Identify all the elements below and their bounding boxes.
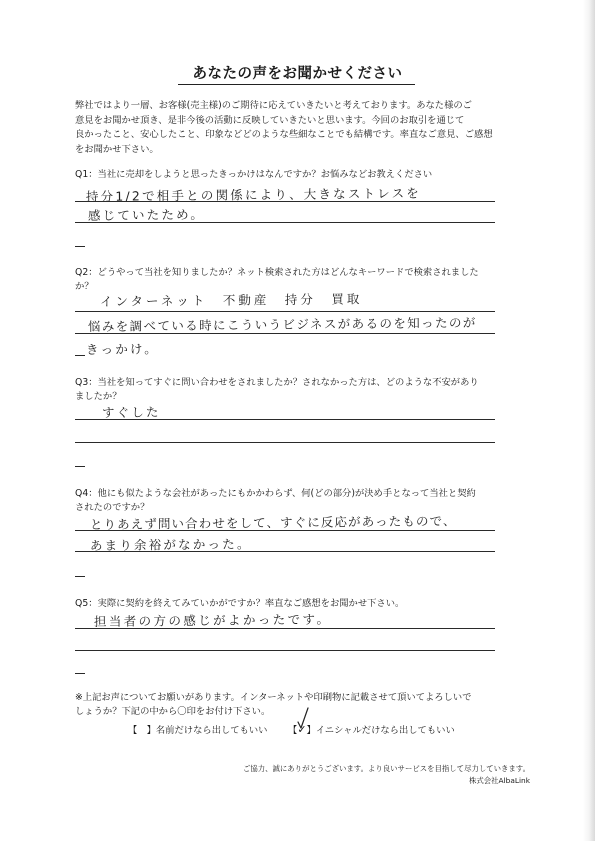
note-line: ※上記お声についてお願いがあります。インターネットや印刷物に記載させて頂いてよろしいで xyxy=(75,692,472,703)
answer-rule xyxy=(75,442,495,443)
answer-dash xyxy=(75,576,85,577)
answer-1-line-1: 持分1/2で相手との関係により、大きなストレスを xyxy=(85,185,422,205)
answer-rule xyxy=(75,551,495,552)
answer-rule xyxy=(75,222,495,223)
footer-thanks: ご協力、誠にありがとうございます。より良いサービスを目指して尽力していきます。 xyxy=(242,764,530,773)
note-line: しょうか？下記の中から〇印をお付け下さい。 xyxy=(75,706,271,717)
answer-rule xyxy=(75,650,495,651)
question-3 xyxy=(75,376,530,403)
answer-4-line-2: あまり余裕がなかった。 xyxy=(89,536,252,554)
footer-company: 株式会社AlbaLink xyxy=(468,776,530,785)
option-name-only[interactable] xyxy=(128,722,267,736)
title-underline xyxy=(178,84,415,85)
question-4-text: されたのですか？ xyxy=(75,501,150,513)
question-3-text: Q3：当社を知ってすぐに問い合わせをされましたか？されなかった方は、どのような不安があり xyxy=(75,377,479,388)
answer-2-line-3: きっかけ。 xyxy=(85,341,160,358)
question-4 xyxy=(75,487,530,514)
answer-dash xyxy=(75,246,85,247)
option-check: ✓ xyxy=(297,723,307,736)
answer-dash xyxy=(75,355,85,356)
answer-4-line-1: とりあえず問い合わせをして、すぐに反応があったもので、 xyxy=(89,513,457,533)
intro-line: 良かったこと、安心したこと、印象などどのような些細なことでも結構です。率直なご意見、ご感想 xyxy=(75,129,493,140)
intro-line: 弊社ではより一層、お客様(売主様)のご期待に応えていきたいと考えております。あなた様のご xyxy=(75,100,472,111)
option-label: 名前だけなら出してもいい xyxy=(155,725,268,736)
question-4-text: Q4：他にも似たような会社があったにもかかわらず、何(どの部分)が決め手となって当社と契約 xyxy=(75,488,476,499)
answer-1-line-2: 感じていたため。 xyxy=(87,206,206,224)
answer-rule xyxy=(75,419,495,420)
answer-dash xyxy=(75,466,85,467)
handwritten-check-icon xyxy=(296,706,310,730)
scan-page-edge xyxy=(583,0,595,841)
question-5-text: Q5：実際に契約を終えてみていかがですか？率直なご感想をお聞かせ下さい。 xyxy=(75,598,405,609)
answer-2-line-1: インターネット 不動産 持分 買取 xyxy=(99,291,363,310)
intro-text xyxy=(75,99,530,157)
option-label: イニシャルだけなら出してもいい xyxy=(315,725,455,736)
option-bracket: 】 xyxy=(306,725,316,736)
answer-2-line-2: 悩みを調べている時にこういうビジネスがあるのを知ったのが xyxy=(87,314,477,335)
answer-dash xyxy=(75,673,85,674)
answer-5-line-1: 担当者の方の感じがよかったです。 xyxy=(93,611,332,630)
question-3-text: ましたか？ xyxy=(75,390,122,402)
answer-rule xyxy=(75,628,495,629)
question-2-text: Q2：どうやって当社を知りましたか？ネット検索された方はどんなキーワードで検索されました xyxy=(75,267,479,278)
answer-rule xyxy=(75,333,495,334)
page-title: あなたの声をお聞かせください xyxy=(192,66,403,82)
question-5 xyxy=(75,597,530,611)
question-2-text: か？ xyxy=(75,280,94,292)
option-bracket: 【 】 xyxy=(128,725,156,736)
option-initials-only[interactable] xyxy=(288,722,455,736)
intro-line: をお聞かせ下さい。 xyxy=(75,143,159,155)
answer-3-line-1: すぐした xyxy=(101,404,161,421)
option-bracket: 【 xyxy=(288,725,298,736)
answer-rule xyxy=(75,311,495,312)
intro-line: 意見をお聞かせ頂き、是非今後の活動に反映していきたいと思います。今回のお取引を通じて xyxy=(75,114,465,126)
question-1 xyxy=(75,168,530,182)
question-1-text: Q1：当社に売却をしようと思ったきっかけはなんですか？お悩みなどお教えください xyxy=(75,169,433,180)
answer-rule xyxy=(75,530,495,531)
answer-rule xyxy=(75,201,495,202)
